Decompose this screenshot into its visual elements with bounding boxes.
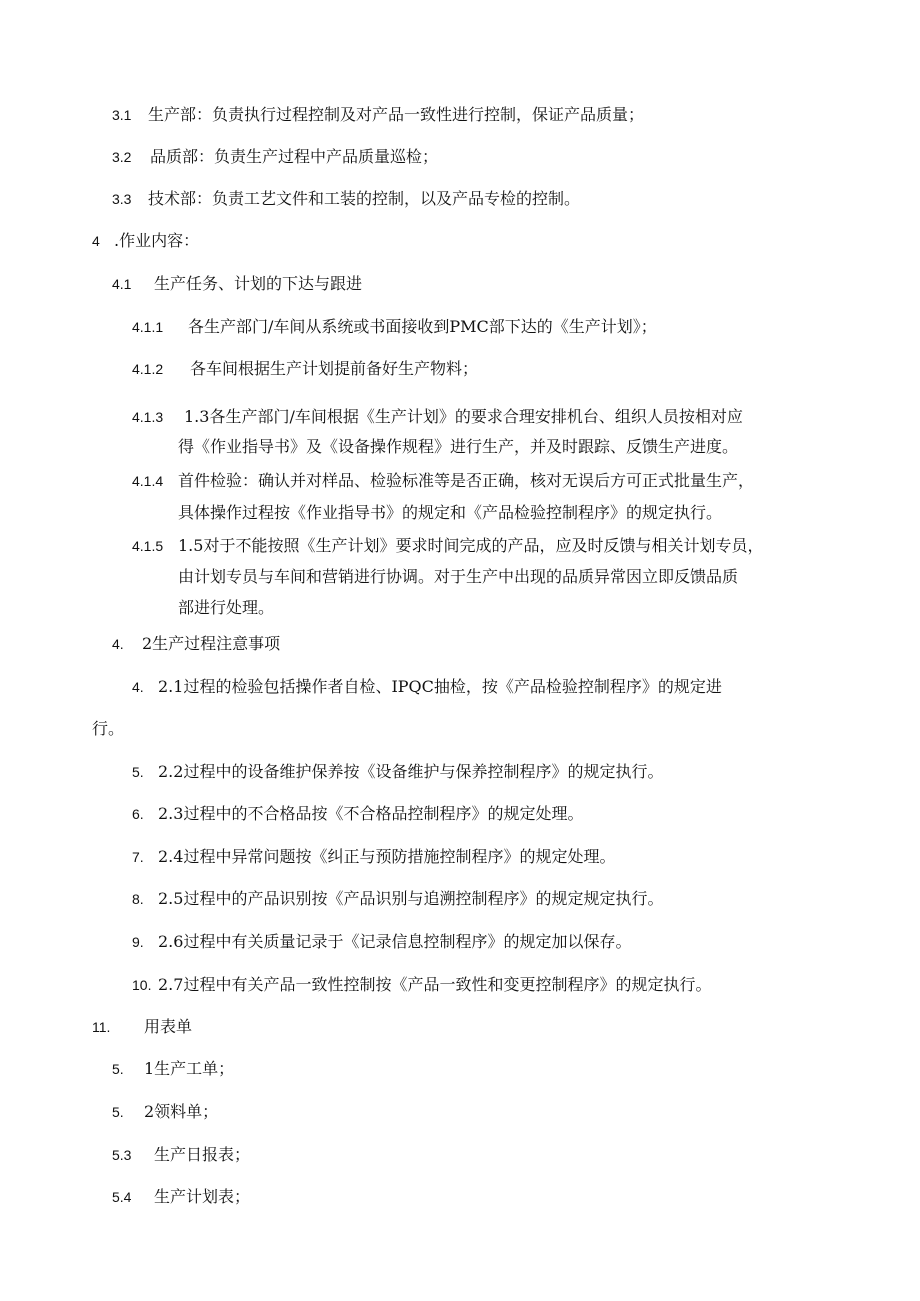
item-text: 2.2过程中的设备维护保养按《设备维护与保养控制程序》的规定执行。: [158, 762, 664, 781]
item-4-1-5-continuation: [178, 566, 738, 588]
item-4-2-1: [132, 676, 722, 698]
item-number: 4.: [112, 636, 124, 652]
item-4-2-5: [132, 888, 663, 910]
item-4-1-3-continuation: [178, 436, 738, 458]
section-4-heading: [92, 230, 199, 252]
item-text: 生产任务、计划的下达与跟进: [154, 274, 363, 293]
item-text: 2.7过程中有关产品一致性控制按《产品一致性和变更控制程序》的规定执行。: [158, 975, 712, 994]
item-4-1-3: [132, 406, 743, 428]
item-5-4: [112, 1186, 250, 1208]
item-text-line3: 部进行处理。: [178, 598, 275, 617]
item-text-line2: 由计划专员与车间和营销进行协调。对于生产中出现的品质异常因立即反馈品质: [178, 567, 739, 586]
item-number: 5.: [132, 764, 144, 780]
section-forms-heading: [92, 1016, 192, 1038]
item-text: 用表单: [144, 1017, 193, 1036]
item-text: 2.5过程中的产品识别按《产品识别与追溯控制程序》的规定规定执行。: [158, 889, 664, 908]
item-4-1-4-continuation: [178, 502, 722, 524]
item-number: 5.4: [112, 1189, 132, 1205]
item-text-line1: 2.1过程的检验包括操作者自检、IPQC抽检，按《产品检验控制程序》的规定进: [158, 677, 722, 696]
item-number: 4.: [132, 679, 144, 695]
item-4-2-6: [132, 931, 631, 953]
item-number: 3.3: [112, 191, 132, 207]
item-5-3: [112, 1144, 250, 1166]
item-5-2: [112, 1101, 218, 1123]
item-text: 各车间根据生产计划提前备好生产物料；: [190, 359, 479, 378]
item-number: 4.1.3: [132, 409, 164, 425]
item-3-2: [112, 146, 438, 168]
item-number: 9.: [132, 934, 144, 950]
item-text: .作业内容：: [114, 231, 200, 250]
item-4-1-2: [132, 358, 478, 380]
item-number: 4.1.4: [132, 473, 164, 489]
item-number: 8.: [132, 891, 144, 907]
item-4-2-7: [132, 974, 711, 996]
item-5-1: [112, 1058, 234, 1080]
item-4-1-4: [132, 470, 754, 492]
item-3-3: [112, 188, 580, 210]
item-text: 2.6过程中有关质量记录于《记录信息控制程序》的规定加以保存。: [158, 932, 632, 951]
item-number: 10.: [132, 977, 152, 993]
item-text: 2领料单；: [144, 1102, 219, 1121]
item-text: 2.4过程中异常问题按《纠正与预防措施控制程序》的规定处理。: [158, 847, 616, 866]
item-text: 2.3过程中的不合格品按《不合格品控制程序》的规定处理。: [158, 804, 584, 823]
item-4-1-5-continuation: [178, 597, 274, 619]
item-text: 生产部：负责执行过程控制及对产品一致性进行控制，保证产品质量；: [148, 105, 645, 124]
item-number: 5.3: [112, 1147, 132, 1163]
item-text: 品质部：负责生产过程中产品质量巡检；: [150, 147, 439, 166]
item-4-2-4: [132, 846, 615, 868]
item-text: 1生产工单；: [144, 1059, 235, 1078]
item-number: 6.: [132, 806, 144, 822]
item-number: 4.1: [112, 276, 132, 292]
item-number: 4.1.5: [132, 538, 164, 554]
item-text: 2生产过程注意事项: [142, 634, 281, 653]
item-text-line1: 1.3各生产部门/车间根据《生产计划》的要求合理安排机台、组织人员按相对应: [184, 407, 743, 426]
item-text-line1: 首件检验：确认并对样品、检验标准等是否正确，核对无误后方可正式批量生产，: [178, 471, 755, 490]
item-4-1: [112, 273, 362, 295]
item-text-line2: 行。: [92, 719, 125, 738]
item-4-1-5: [132, 535, 763, 557]
item-number: 3.1: [112, 107, 132, 123]
item-number: 5.: [112, 1104, 124, 1120]
item-text: 各生产部门/车间从系统或书面接收到PMC部下达的《生产计划》；: [188, 317, 657, 336]
item-number: 3.2: [112, 149, 132, 165]
item-4-1-1: [132, 316, 657, 338]
item-4-2: [112, 633, 280, 655]
item-text: 生产计划表；: [154, 1187, 251, 1206]
item-number: 4.1.1: [132, 319, 164, 335]
item-text-line2: 得《作业指导书》及《设备操作规程》进行生产，并及时跟踪、反馈生产进度。: [178, 437, 739, 456]
item-number: 11.: [92, 1019, 111, 1035]
item-4-2-3: [132, 803, 583, 825]
item-number: 5.: [112, 1061, 124, 1077]
item-number: 7.: [132, 849, 144, 865]
item-text-line1: 1.5对于不能按照《生产计划》要求时间完成的产品，应及时反馈与相关计划专员，: [178, 536, 764, 555]
item-3-1: [112, 104, 644, 126]
item-text: 技术部：负责工艺文件和工装的控制，以及产品专检的控制。: [148, 189, 581, 208]
item-text: 生产日报表；: [154, 1145, 251, 1164]
item-4-2-1-continuation: [92, 718, 124, 740]
item-4-2-2: [132, 761, 663, 783]
item-text-line2: 具体操作过程按《作业指导书》的规定和《产品检验控制程序》的规定执行。: [178, 503, 723, 522]
item-number: 4.1.2: [132, 361, 164, 377]
item-number: 4: [92, 233, 100, 249]
